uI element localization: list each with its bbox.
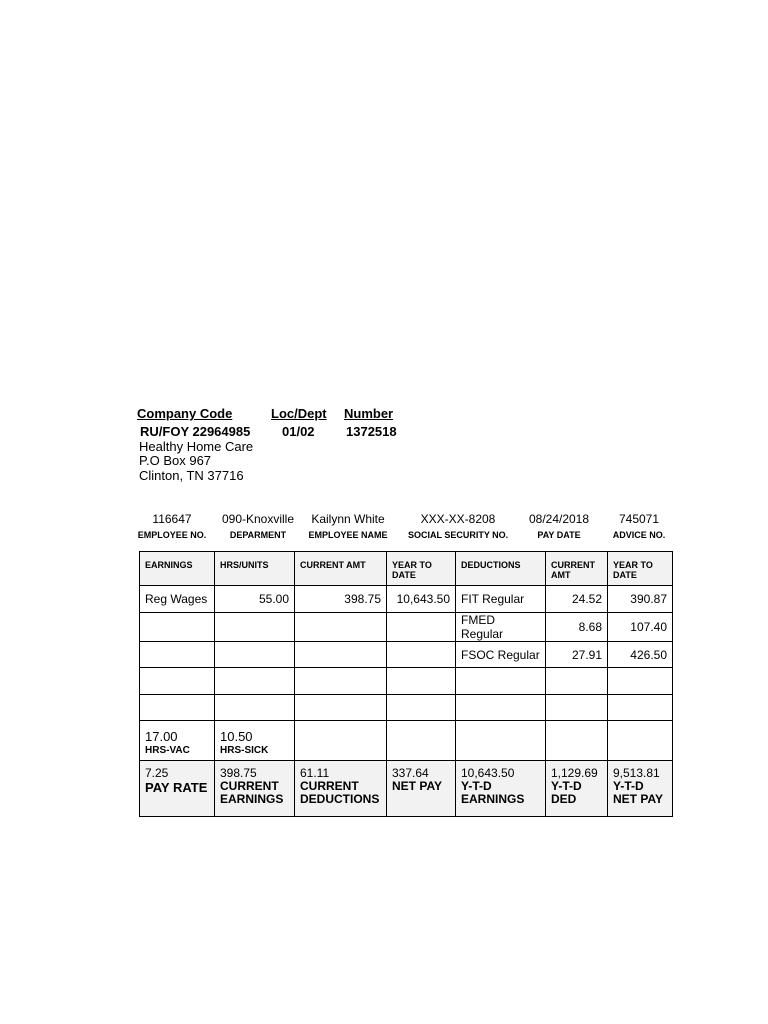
ytd-ded-label: Y-T-D DED: [551, 779, 582, 806]
hrs-vac-value: 17.00: [145, 729, 178, 744]
empty-cell: [456, 721, 546, 761]
employee-no-block: [122, 512, 222, 540]
employee-name-block: [298, 512, 398, 540]
company-address-line2: Clinton, TN 37716: [139, 468, 244, 483]
net-pay-cell: [387, 761, 456, 817]
header-ded-current-amt: CURRENT AMT: [546, 552, 608, 586]
empty-cell: [608, 721, 673, 761]
deduction-current: [546, 695, 608, 721]
pay-rate-cell: [140, 761, 215, 817]
earning-ytd: [387, 695, 456, 721]
loc-dept-value: 01/02: [282, 424, 315, 439]
deduction-ytd: [608, 668, 673, 695]
table-row: [140, 642, 673, 668]
ytd-net-pay-cell: [608, 761, 673, 817]
empty-cell: [546, 721, 608, 761]
header-year-to-date: YEAR TO DATE: [387, 552, 456, 586]
employee-name-label: EMPLOYEE NAME: [308, 530, 388, 540]
department-value: 090-Knoxville: [221, 512, 295, 526]
current-earnings-label: CURRENT EARNINGS: [220, 779, 284, 806]
deduction-current: 27.91: [546, 642, 608, 668]
deduction-ytd: 390.87: [608, 586, 673, 613]
advice-no-block: [589, 512, 689, 540]
header-current-amt: CURRENT AMT: [295, 552, 387, 586]
deduction-type: FMED Regular: [456, 613, 546, 642]
totals-row: [140, 761, 673, 817]
hrs-vac-label: HRS-VAC: [145, 745, 190, 756]
header-ded-year-to-date: YEAR TO DATE: [608, 552, 673, 586]
net-pay-label: NET PAY: [392, 779, 443, 793]
earning-type: [140, 695, 215, 721]
earning-current: [295, 613, 387, 642]
ytd-earnings-cell: [456, 761, 546, 817]
table-row: [140, 613, 673, 642]
empty-cell: [295, 721, 387, 761]
deduction-current: 8.68: [546, 613, 608, 642]
earning-type: [140, 613, 215, 642]
table-row: [140, 695, 673, 721]
earning-type: [140, 642, 215, 668]
deduction-type: [456, 668, 546, 695]
earning-hours: [215, 613, 295, 642]
table-row: [140, 668, 673, 695]
company-code-header: Company Code: [137, 406, 233, 421]
number-value: 1372518: [346, 424, 397, 439]
deduction-ytd: 426.50: [608, 642, 673, 668]
earning-current: [295, 695, 387, 721]
table-header-row: [140, 552, 673, 586]
deduction-ytd: [608, 695, 673, 721]
pay-date-label: PAY DATE: [537, 530, 581, 540]
department-label: DEPARMENT: [229, 530, 287, 540]
employee-name-value: Kailynn White: [311, 512, 385, 526]
earning-hours: [215, 668, 295, 695]
deduction-ytd: 107.40: [608, 613, 673, 642]
hrs-vac-cell: [140, 721, 215, 761]
earning-hours: [215, 695, 295, 721]
current-deductions-cell: [295, 761, 387, 817]
current-deductions-value: 61.11: [300, 766, 330, 780]
advice-no-value: 745071: [618, 512, 660, 526]
ssn-block: [408, 512, 508, 540]
company-code-value: RU/FOY 22964985: [140, 424, 251, 439]
earning-ytd: [387, 642, 456, 668]
earning-hours: 55.00: [215, 586, 295, 613]
deduction-current: 24.52: [546, 586, 608, 613]
earning-current: [295, 668, 387, 695]
earning-type: [140, 668, 215, 695]
earning-current: [295, 642, 387, 668]
loc-dept-header: Loc/Dept: [271, 406, 327, 421]
ytd-ded-cell: [546, 761, 608, 817]
deduction-type: FSOC Regular: [456, 642, 546, 668]
ytd-net-pay-label: Y-T-D NET PAY: [613, 779, 664, 806]
net-pay-value: 337.64: [392, 766, 429, 780]
earning-ytd: [387, 668, 456, 695]
earning-ytd: 10,643.50: [387, 586, 456, 613]
pay-rate-value: 7.25: [145, 766, 169, 780]
earning-ytd: [387, 613, 456, 642]
hrs-sick-value: 10.50: [220, 729, 253, 744]
deduction-type: [456, 695, 546, 721]
header-earnings: EARNINGS: [140, 552, 215, 586]
earning-type: Reg Wages: [140, 586, 215, 613]
pay-stub-table: [139, 551, 673, 817]
deduction-current: [546, 668, 608, 695]
empty-cell: [387, 721, 456, 761]
advice-no-label: ADVICE NO.: [612, 530, 666, 540]
header-deductions: DEDUCTIONS: [456, 552, 546, 586]
deduction-type: FIT Regular: [456, 586, 546, 613]
company-address-line1: P.O Box 967: [139, 453, 212, 468]
current-earnings-value: 398.75: [220, 766, 257, 780]
pay-rate-label: PAY RATE: [145, 780, 208, 795]
number-header: Number: [344, 406, 394, 421]
department-block: [208, 512, 308, 540]
ytd-ded-value: 1,129.69: [551, 766, 598, 780]
company-name: Healthy Home Care: [139, 439, 254, 454]
ssn-value: XXX-XX-8208: [420, 512, 496, 526]
ytd-earnings-label: Y-T-D EARNINGS: [461, 779, 525, 806]
current-earnings-cell: [215, 761, 295, 817]
ytd-earnings-value: 10,643.50: [461, 766, 515, 780]
ytd-net-pay-value: 9,513.81: [613, 766, 660, 780]
pay-date-value: 08/24/2018: [528, 512, 590, 526]
header-hrs-units: HRS/UNITS: [215, 552, 295, 586]
hours-row: [140, 721, 673, 761]
earning-hours: [215, 642, 295, 668]
table-row: [140, 586, 673, 613]
ssn-label: SOCIAL SECURITY NO.: [408, 530, 509, 540]
hrs-sick-cell: [215, 721, 295, 761]
employee-no-value: 116647: [152, 512, 192, 526]
employee-no-label: EMPLOYEE NO.: [137, 530, 207, 540]
earning-current: 398.75: [295, 586, 387, 613]
hrs-sick-label: HRS-SICK: [220, 745, 269, 756]
current-deductions-label: CURRENT DEDUCTIONS: [300, 779, 380, 806]
